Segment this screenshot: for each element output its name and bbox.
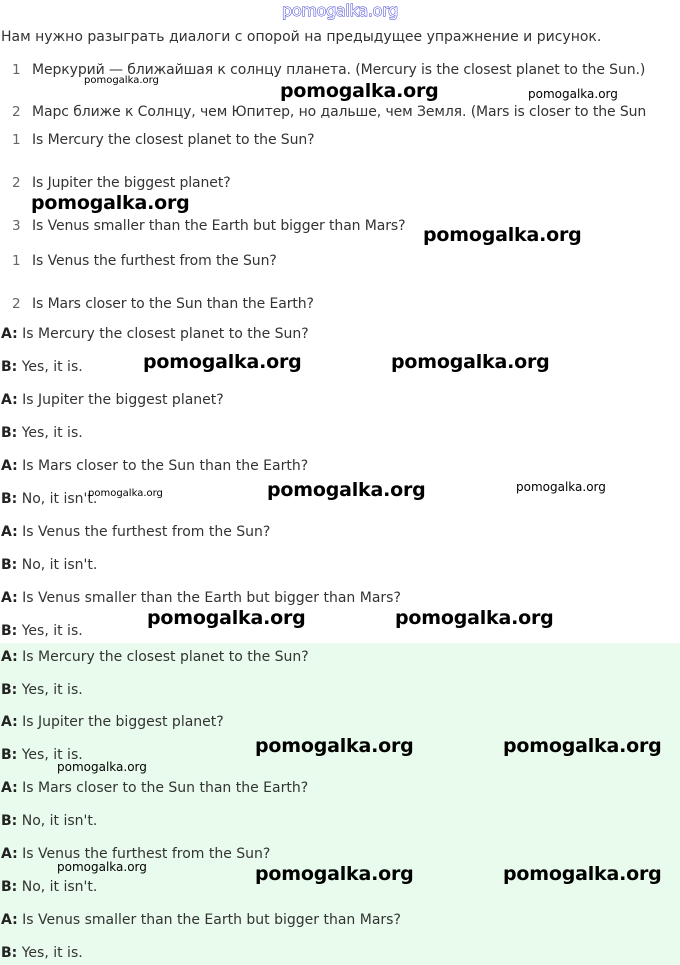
watermark: pomogalka.org <box>57 760 147 774</box>
dialogue-line <box>1 359 83 375</box>
line-number: 1 <box>12 62 21 78</box>
dialogue-text: Is Venus the furthest from the Sun? <box>17 846 271 862</box>
line-number: 1 <box>12 132 21 148</box>
speaker-label: B: <box>1 425 18 441</box>
line-number: 1 <box>12 253 21 269</box>
line-text: Марс ближе к Солнцу, чем Юпитер, но дальше, чем Земля. (Mars is closer to the Sun <box>32 104 647 120</box>
dialogue-text: Yes, it is. <box>17 945 83 961</box>
speaker-label: A: <box>1 524 18 540</box>
dialogue-text: Is Mars closer to the Sun than the Earth? <box>17 780 309 796</box>
speaker-label: B: <box>1 747 18 763</box>
speaker-label: A: <box>1 780 18 796</box>
line-text: Is Jupiter the biggest planet? <box>32 175 231 191</box>
speaker-label: B: <box>1 682 18 698</box>
dialogue-text: Is Mercury the closest planet to the Sun? <box>17 649 309 665</box>
dialogue-line <box>1 458 308 474</box>
watermark: pomogalka.org <box>57 860 147 874</box>
speaker-label: B: <box>1 945 18 961</box>
speaker-label: B: <box>1 557 18 573</box>
dialogue-text: Is Jupiter the biggest planet? <box>17 392 224 408</box>
dialogue-text: Yes, it is. <box>17 682 83 698</box>
dialogue-text: Yes, it is. <box>17 425 83 441</box>
dialogue-text: Yes, it is. <box>17 623 83 639</box>
line-text: Is Venus smaller than the Earth but bigger than Mars? <box>32 218 406 234</box>
watermark: pomogalka.org <box>395 607 554 629</box>
speaker-label: B: <box>1 813 18 829</box>
speaker-label: B: <box>1 623 18 639</box>
dialogue-text: Yes, it is. <box>17 359 83 375</box>
answer-line <box>1 879 97 895</box>
answer-line <box>1 714 224 730</box>
dialogue-text: Is Mercury the closest planet to the Sun? <box>17 326 309 342</box>
speaker-label: B: <box>1 879 18 895</box>
dialogue-line <box>1 425 83 441</box>
speaker-label: A: <box>1 590 18 606</box>
watermark: pomogalka.org <box>147 607 306 629</box>
speaker-label: B: <box>1 491 18 507</box>
line-text: Is Mercury the closest planet to the Sun? <box>32 132 315 148</box>
speaker-label: A: <box>1 649 18 665</box>
dialogue-text: No, it isn't. <box>17 813 98 829</box>
watermark: pomogalka.org <box>503 863 662 885</box>
watermark: pomogalka.org <box>423 224 582 246</box>
dialogue-line <box>1 557 97 573</box>
watermark: pomogalka.org <box>503 735 662 757</box>
dialogue-text: Yes, it is. <box>17 747 83 763</box>
watermark: pomogalka.org <box>255 863 414 885</box>
speaker-label: A: <box>1 846 18 862</box>
answer-line <box>1 945 83 961</box>
watermark: pomogalka.org <box>267 479 426 501</box>
speaker-label: A: <box>1 912 18 928</box>
answer-line <box>1 813 97 829</box>
watermark: pomogalka.org <box>88 488 163 499</box>
dialogue-line <box>1 392 224 408</box>
answer-line <box>1 912 401 928</box>
line-text: Is Mars closer to the Sun than the Earth? <box>32 296 314 312</box>
dialogue-text: Is Venus smaller than the Earth but bigger than Mars? <box>17 912 401 928</box>
answer-line <box>1 682 83 698</box>
speaker-label: A: <box>1 458 18 474</box>
intro-text: Нам нужно разыграть диалоги с опорой на предыдущее упражнение и рисунок. <box>1 29 602 45</box>
line-text: Is Venus the furthest from the Sun? <box>32 253 277 269</box>
watermark: pomogalka.org <box>528 87 618 101</box>
speaker-label: A: <box>1 326 18 342</box>
dialogue-line <box>1 326 309 342</box>
watermark: pomogalka.org <box>31 192 190 214</box>
site-logo[interactable]: pomogalka.org <box>282 1 398 20</box>
dialogue-line <box>1 491 97 507</box>
line-number: 2 <box>12 175 21 191</box>
line-text: Меркурий — ближайшая к солнцу планета. (Mercury is the closest planet to the Sun.) <box>32 62 646 78</box>
watermark: pomogalka.org <box>391 351 550 373</box>
dialogue-line <box>1 524 270 540</box>
watermark: pomogalka.org <box>280 80 439 102</box>
dialogue-text: Is Mars closer to the Sun than the Earth? <box>17 458 309 474</box>
watermark: pomogalka.org <box>255 735 414 757</box>
speaker-label: A: <box>1 392 18 408</box>
dialogue-text: Is Venus smaller than the Earth but bigger than Mars? <box>17 590 401 606</box>
watermark: pomogalka.org <box>143 351 302 373</box>
speaker-label: B: <box>1 359 18 375</box>
line-number: 3 <box>12 218 21 234</box>
dialogue-line <box>1 590 401 606</box>
speaker-label: A: <box>1 714 18 730</box>
answer-line <box>1 780 308 796</box>
watermark: pomogalka.org <box>84 75 159 86</box>
watermark: pomogalka.org <box>516 480 606 494</box>
dialogue-text: No, it isn't. <box>17 879 98 895</box>
line-number: 2 <box>12 296 21 312</box>
dialogue-text: No, it isn't. <box>17 491 98 507</box>
line-number: 2 <box>12 104 21 120</box>
answer-line <box>1 649 309 665</box>
dialogue-text: No, it isn't. <box>17 557 98 573</box>
dialogue-text: Is Venus the furthest from the Sun? <box>17 524 271 540</box>
dialogue-line <box>1 623 83 639</box>
dialogue-text: Is Jupiter the biggest planet? <box>17 714 224 730</box>
